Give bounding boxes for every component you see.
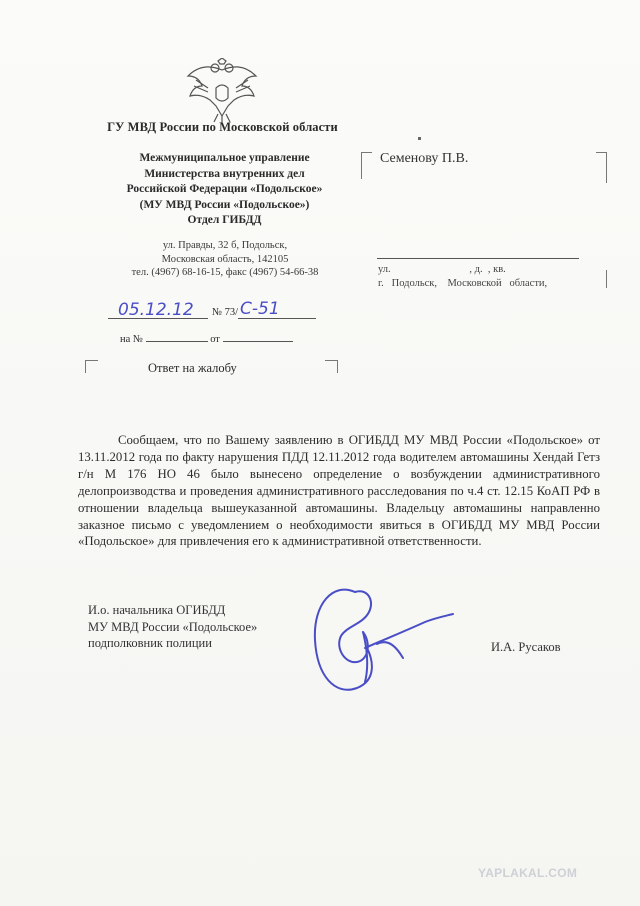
signatory-block — [88, 602, 257, 652]
org-sub-line: Российской Федерации «Подольское» — [126, 183, 323, 195]
handwritten-number: С-51 — [240, 299, 280, 319]
organization-subtitle — [82, 151, 367, 229]
letter-body: Сообщаем, что по Вашему заявлению в ОГИБДД МУ МВД России «Подольское» от 13.11.2012 года по факту нарушения ПДД 12.11.2012 года водителем автомашины Хендай Гетз г/н М 176 НО 46 было вынесено определение о возбуждении административного делопроизводства и проведения административного расследования по ч.4 ст. 12.15 КоАП РФ в отношении владельца вышеуказанной автомашины. Владельцу автомашины направленно заказное письмо с уведомлением о необходимости явиться в ОГИБДД МУ МВД России «Подольское» для привлечения его к административной ответственности. — [78, 433, 600, 549]
signatory-line: МУ МВД России «Подольское» — [88, 619, 258, 634]
recipient-street: ул. , д. , кв. — [378, 264, 506, 275]
address-line: ул. Правды, 32 б, Подольск, — [162, 240, 288, 251]
handwritten-signature — [305, 578, 460, 708]
double-headed-eagle-emblem — [182, 58, 262, 124]
subject-corner-left — [85, 360, 98, 373]
org-sub-line: (МУ МВД России «Подольское») — [139, 198, 310, 211]
recipient-corner-tr — [596, 152, 607, 183]
site-watermark: YAPLAKAL.COM — [478, 866, 578, 880]
org-sub-line: Министерства внутренних дел — [144, 167, 305, 180]
number-label: № 73/ — [212, 307, 239, 318]
signatory-name: И.А. Русаков — [491, 640, 561, 654]
signatory-line: И.о. начальника ОГИБДД — [88, 603, 226, 617]
reference-line — [120, 334, 293, 345]
handwritten-date: 05.12.12 — [118, 300, 194, 320]
org-sub-line: Отдел ГИБДД — [187, 214, 262, 226]
recipient-underline — [377, 258, 579, 259]
organization-address — [90, 239, 360, 280]
recipient-name: Семенову П.В. — [380, 151, 469, 166]
recipient-city: г. Подольск, Московской области, — [378, 278, 548, 289]
address-line: тел. (4967) 68-16-15, факс (4967) 54-66-38 — [131, 267, 319, 278]
ref-label: на № — [120, 334, 143, 345]
subject-line: Ответ на жалобу — [148, 361, 237, 375]
org-sub-line: Межмуниципальное управление — [139, 152, 310, 164]
address-line: Московская область, 142105 — [161, 253, 289, 265]
ref-from-label: от — [210, 334, 220, 345]
subject-corner-right — [325, 360, 338, 373]
signatory-line: подполковник полиции — [88, 636, 212, 650]
recipient-tick — [418, 137, 421, 140]
recipient-corner-br — [596, 270, 607, 288]
recipient-corner-tl — [361, 152, 372, 179]
organization-title: ГУ МВД России по Московской области — [107, 120, 338, 134]
